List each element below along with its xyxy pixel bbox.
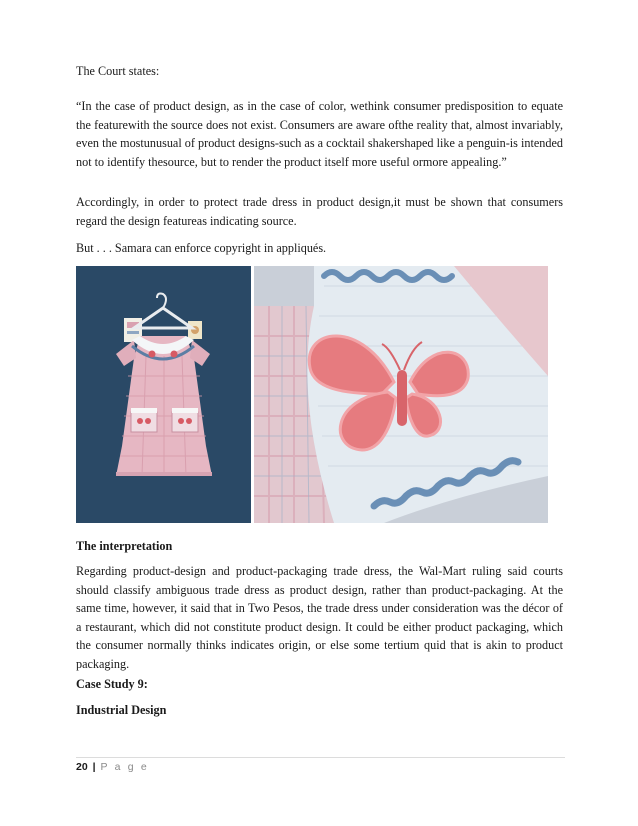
court-quote: “In the case of product design, as in the case of color, wethink consumer predisposition to equate the featurewith the source does not exist. Consumers are aware ofthe reality that, almost invariably, even the mostunusual of product designs-such as a cocktail shakershaped like a penguin-is intended not to identify thesource, but to render the product itself more useful ormore appealing.” [76, 99, 563, 169]
interpretation-heading: The interpretation [76, 539, 173, 553]
interpretation-paragraph: Regarding product-design and product-packaging trade dress, the Wal-Mart ruling said courts should classify ambiguous trade dress as product design, rather than product-packaging. At the same time, however, it said that in Two Pesos, the trade dress under consideration was the décor of a restaurant, which did not constitute product design. It could be either product packaging, which the consumer normally thinks indicates origin, or else some tertium quid that is akin to product packaging. [76, 564, 563, 671]
footer-separator: | [92, 761, 96, 773]
industrial-design-heading: Industrial Design [76, 703, 167, 717]
page-label: P a g e [100, 761, 149, 773]
butterfly-applique-photo-icon [254, 266, 548, 523]
accordingly-paragraph: Accordingly, in order to protect trade dress in product design,it must be shown that consumers regard the design featureas indicating source. [76, 195, 563, 228]
footer-divider [76, 757, 565, 758]
case-study-heading: Case Study 9: [76, 677, 148, 691]
court-heading: The Court states: [76, 64, 160, 78]
page-footer [76, 760, 149, 774]
page-number: 20 [76, 761, 88, 773]
but-samara-line: But . . . Samara can enforce copyright in appliqués. [76, 241, 327, 255]
child-dress-photo-icon [76, 266, 251, 523]
